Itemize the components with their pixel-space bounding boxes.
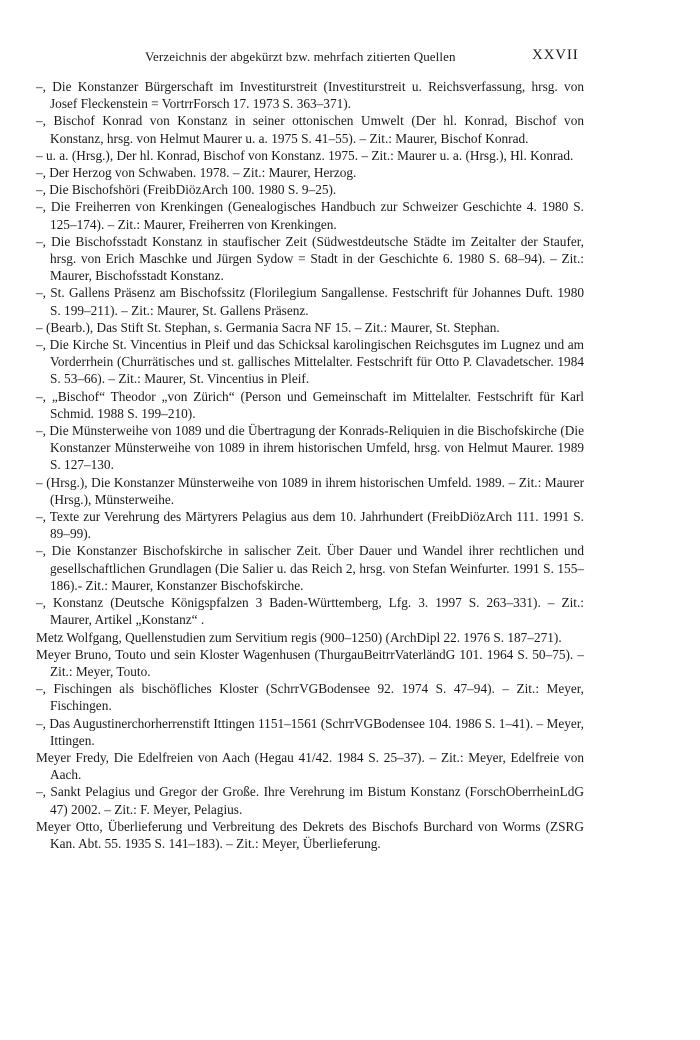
bibliography-list — [36, 78, 584, 852]
bibliography-entry: –, Der Herzog von Schwaben. 1978. – Zit.: Maurer, Herzog. — [36, 165, 357, 181]
bibliography-entry: Metz Wolfgang, Quellenstudien zum Servitium regis (900–1250) (ArchDipl 22. 1976 S. 187–271). — [36, 629, 562, 645]
bibliography-entry: –, „Bischof“ Theodor „von Zürich“ (Person und Gemeinschaft im Mittelalter. Festschrift für Karl Schmid. 1988 S. 199–210). — [36, 388, 584, 421]
bibliography-entry: –, Sankt Pelagius und Gregor der Große. Ihre Verehrung im Bistum Konstanz (ForschOberrheinLdG 47) 2002. – Zit.: F. Meyer, Pelagius. — [36, 784, 584, 817]
bibliography-entry: –, Die Bischofshöri (FreibDiözArch 100. 1980 S. 9–25). — [36, 182, 337, 198]
bibliography-entry: – (Bearb.), Das Stift St. Stephan, s. Germania Sacra NF 15. – Zit.: Maurer, St. Stephan. — [36, 319, 500, 335]
bibliography-entry: –, Die Münsterweihe von 1089 und die Übertragung der Konrads-Reliquien in die Bischofskirche (Die Konstanzer Münsterweihe von 1089 in ihrem historischen Umfeld, hrsg. von Helmut Maurer. 1989 S. 127–130. — [36, 423, 584, 473]
bibliography-entry: Meyer Otto, Überlieferung und Verbreitung des Dekrets des Bischofs Burchard von Worms (ZSRG Kan. Abt. 55. 1935 S. 141–183). – Zit.: Meyer, Überlieferung. — [36, 818, 584, 851]
bibliography-entry: –, Die Konstanzer Bürgerschaft im Investiturstreit (Investiturstreit u. Reichsverfassung, hrsg. von Josef Fleckenstein = VortrrForsch 17. 1973 S. 363–371). — [36, 79, 584, 112]
bibliography-entry: –, Die Freiherren von Krenkingen (Genealogisches Handbuch zur Schweizer Geschichte 4. 1980 S. 125–174). – Zit.: Maurer, Freiherren von Krenkingen. — [36, 199, 584, 232]
bibliography-entry: –, Konstanz (Deutsche Königspfalzen 3 Baden-Württemberg, Lfg. 3. 1997 S. 263–331). – Zit.: Maurer, Artikel „Konstanz“ . — [36, 595, 584, 628]
bibliography-entry: –, Fischingen als bischöfliches Kloster (SchrrVGBodensee 92. 1974 S. 47–94). – Zit.: Meyer, Fischingen. — [36, 681, 584, 714]
bibliography-entry: Meyer Bruno, Touto und sein Kloster Wagenhusen (ThurgauBeitrrVaterländG 101. 1964 S. 50–75). – Zit.: Meyer, Touto. — [36, 646, 584, 679]
bibliography-entry: –, Die Konstanzer Bischofskirche in salischer Zeit. Über Dauer und Wandel ihrer rechtlichen und gesellschaftlichen Grundlagen (Die Salier u. das Reich 2, hrsg. von Stefan Weinfurter. 1991 S. 155–186).- Zit.: Maurer, Konstanzer Bischofskirche. — [36, 543, 584, 593]
page-number: XXVII — [532, 47, 579, 63]
bibliography-entry: –, Die Kirche St. Vincentius in Pleif und das Schicksal karolingischen Reichsgutes im Lugnez und am Vorderrhein (Churrätisches und st. gallisches Mittelalter. Festschrift für Otto P. Clavadetscher. 1984 S. 53–66). – Zit.: Maurer, St. Vincentius in Pleif. — [36, 337, 584, 387]
bibliography-entry: – (Hrsg.), Die Konstanzer Münsterweihe von 1089 in ihrem historischen Umfeld. 1989. – Zit.: Maurer (Hrsg.), Münsterweihe. — [36, 474, 584, 507]
bibliography-entry: –, St. Gallens Präsenz am Bischofssitz (Florilegium Sangallense. Festschrift für Johannes Duft. 1980 S. 199–211). – Zit.: Maurer, St. Gallens Präsenz. — [36, 285, 584, 318]
bibliography-entry: –, Das Augustinerchorherrenstift Ittingen 1151–1561 (SchrrVGBodensee 104. 1986 S. 1–41). – Meyer, Ittingen. — [36, 715, 584, 748]
running-head — [0, 47, 700, 67]
bibliography-entry: –, Die Bischofsstadt Konstanz in staufischer Zeit (Südwestdeutsche Städte im Zeitalter der Staufer, hrsg. von Erich Maschke und Jürgen Sydow = Stadt in der Geschichte 6. 1980 S. 68–94). – Zit.: Maurer, Bischofsstadt Konstanz. — [36, 233, 584, 284]
bibliography-entry: – u. a. (Hrsg.), Der hl. Konrad, Bischof von Konstanz. 1975. – Zit.: Maurer u. a. (Hrsg.), Hl. Konrad. — [36, 147, 574, 163]
bibliography-entry: –, Bischof Konrad von Konstanz in seiner ottonischen Umwelt (Der hl. Konrad, Bischof von Konstanz, hrsg. von Helmut Maurer u. a. 1975 S. 41–55). – Zit.: Maurer, Bischof Konrad. — [36, 113, 584, 146]
bibliography-entry: –, Texte zur Verehrung des Märtyrers Pelagius aus dem 10. Jahrhundert (FreibDiözArch 111. 1991 S. 89–99). — [36, 509, 584, 542]
running-head-title: Verzeichnis der abgekürzt bzw. mehrfach zitierten Quellen — [145, 49, 456, 64]
bibliography-entry: Meyer Fredy, Die Edelfreien von Aach (Hegau 41/42. 1984 S. 25–37). – Zit.: Meyer, Edelfreie von Aach. — [36, 749, 584, 783]
